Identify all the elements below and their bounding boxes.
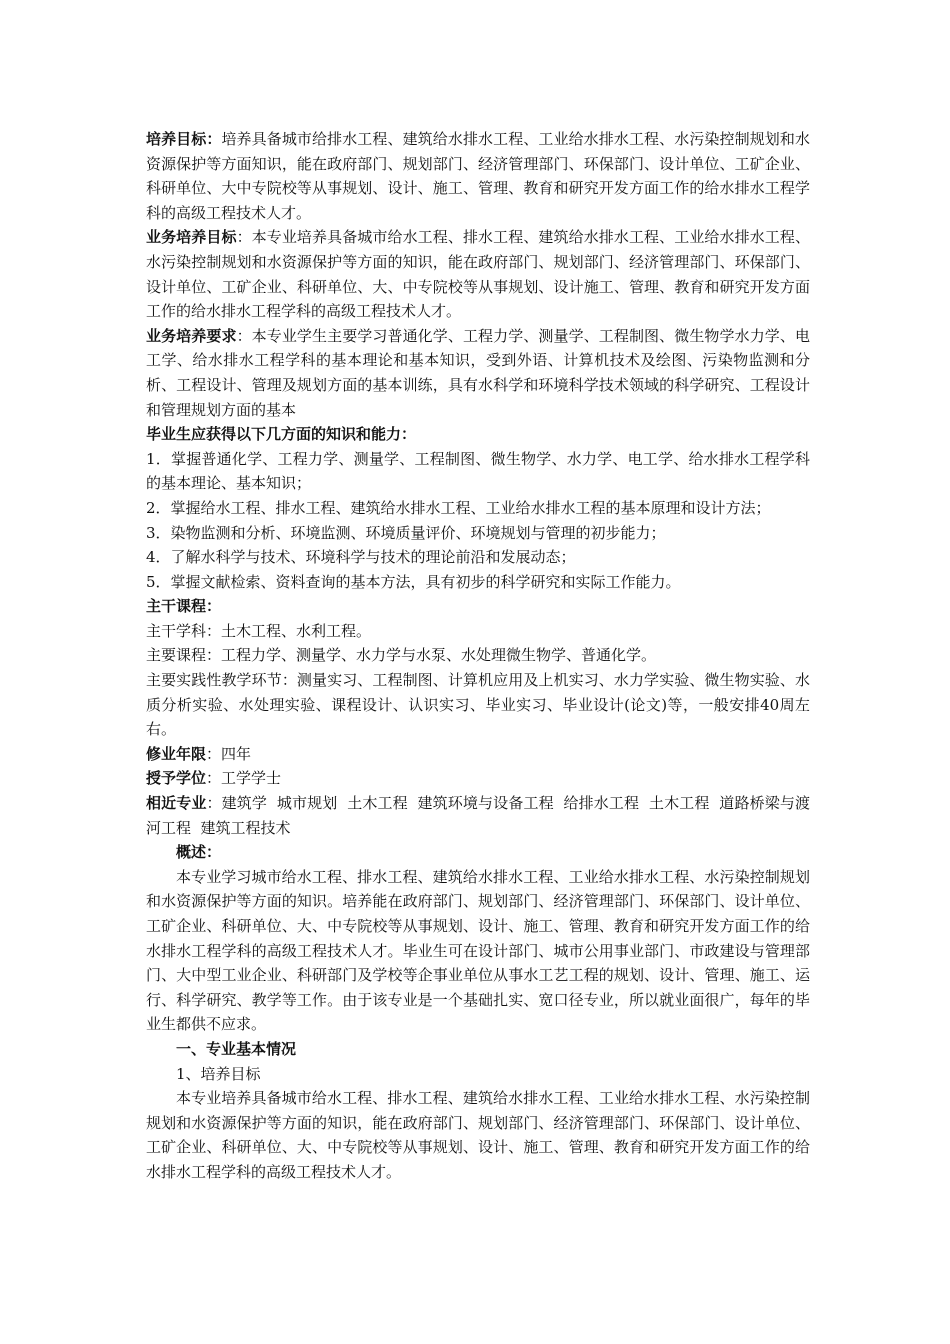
ability-item-2: 2．掌握给水工程、排水工程、建筑给水排水工程、工业给水排水工程的基本原理和设计方法；: [146, 498, 771, 517]
ability-item-5: 5．掌握文献检索、资料查询的基本方法，具有初步的科学研究和实际工作能力。: [146, 572, 681, 591]
training-goal-paragraph: [146, 127, 810, 225]
overview-heading: 概述：: [176, 843, 222, 862]
abilities-heading: 毕业生应获得以下几方面的知识和能力：: [146, 425, 417, 444]
main-courses: 主要课程：工程力学、测量学、水力学与水泵、水处理微生物学、普通化学。: [146, 646, 657, 665]
ability-item-1: 1．掌握普通化学、工程力学、测量学、工程制图、微生物学、水力学、电工学、给水排水工程学科的基本理论、基本知识；: [146, 449, 810, 493]
business-requirement-label: 业务培养要求: [146, 326, 237, 345]
section-1-heading: 一、专业基本情况: [176, 1039, 297, 1058]
main-disciplines: 主干学科：土木工程、水利工程。: [146, 621, 372, 640]
overview-text: 本专业学习城市给水工程、排水工程、建筑给水排水工程、工业给水排水工程、水污染控制规划和水资源保护等方面的知识。培养能在政府部门、规划部门、经济管理部门、环保部门、设计单位、工矿企业、科研单位、大、中专院校等从事规划、设计、施工、管理、教育和研究开发方面工作的给水排水工程学科的高级工程技术人才。毕业生可在设计部门、城市公用事业部门、市政建设与管理部门、大中型工业企业、科研部门及学校等企事业单位从事水工艺工程的规划、设计、管理、施工、运行、科学研究、教学等工作。由于该专业是一个基础扎实、宽口径专业，所以就业面很广，每年的毕业生都供不应求。: [146, 867, 810, 1034]
duration-label: 修业年限: [146, 744, 207, 763]
related-majors-paragraph: [146, 791, 810, 840]
ability-item-3: 3．染物监测和分析、环境监测、环境质量评价、环境规划与管理的初步能力；: [146, 523, 666, 542]
duration-value: ：四年: [206, 744, 252, 763]
related-majors-label: 相近专业: [146, 794, 207, 813]
degree-label: 授予学位: [146, 769, 207, 788]
degree-line: [146, 766, 810, 791]
degree-value: ：工学学士: [206, 769, 282, 788]
business-requirement-text: ：本专业学生主要学习普通化学、工程力学、测量学、工程制图、微生物学水力学、电工学、给水排水工程学科的基本理论和基本知识，受到外语、计算机技术及绘图、污染物监测和分析、工程设计、管理及规划方面的基本训练，具有水科学和环境科学技术领域的科学研究、工程设计和管理规划方面的基本: [146, 326, 810, 419]
business-goal-label: 业务培养目标: [146, 228, 237, 247]
related-majors-value: ：建筑学 城市规划 土木工程 建筑环境与设备工程 给排水工程 土木工程 道路桥梁与渡河工程 建筑工程技术: [146, 794, 810, 837]
section-1-subheading: 1、培养目标: [176, 1064, 261, 1083]
duration-line: [146, 742, 810, 767]
practice-courses: 主要实践性教学环节：测量实习、工程制图、计算机应用及上机实习、水力学实验、微生物实验、水质分析实验、水处理实验、课程设计、认识实习、毕业实习、毕业设计(论文)等，一般安排40周左右。: [146, 671, 810, 739]
business-goal-paragraph: [146, 225, 810, 323]
training-goal-label: 培养目标：: [146, 130, 222, 148]
section-1-text: 本专业培养具备城市给水工程、排水工程、建筑给水排水工程、工业给水排水工程、水污染控制规划和水资源保护等方面的知识，能在政府部门、规划部门、经济管理部门、环保部门、设计单位、工矿企业、科研单位、大、中专院校等从事规划、设计、施工、管理、教育和研究开发方面工作的给水排水工程学科的高级工程技术人才。: [146, 1089, 810, 1181]
ability-item-4: 4．了解水科学与技术、环境科学与技术的理论前沿和发展动态；: [146, 548, 576, 567]
courses-heading: 主干课程：: [146, 597, 222, 616]
document-body: [146, 127, 810, 1185]
business-requirement-paragraph: [146, 324, 810, 422]
training-goal-text: 培养具备城市给排水工程、建筑给水排水工程、工业给水排水工程、水污染控制规划和水资源保护等方面知识，能在政府部门、规划部门、经济管理部门、环保部门、设计单位、工矿企业、科研单位、大中专院校等从事规划、设计、施工、管理、教育和研究开发方面工作的给水排水工程学科的高级工程技术人才。: [146, 130, 810, 222]
business-goal-text: ：本专业培养具备城市给水工程、排水工程、建筑给水排水工程、工业给水排水工程、水污染控制规划和水资源保护等方面的知识，能在政府部门、规划部门、经济管理部门、环保部门、设计单位、工矿企业、科研单位、大、中专院校等从事规划、设计施工、管理、教育和研究开发方面工作的给水排水工程学科的高级工程技术人才。: [146, 228, 810, 321]
